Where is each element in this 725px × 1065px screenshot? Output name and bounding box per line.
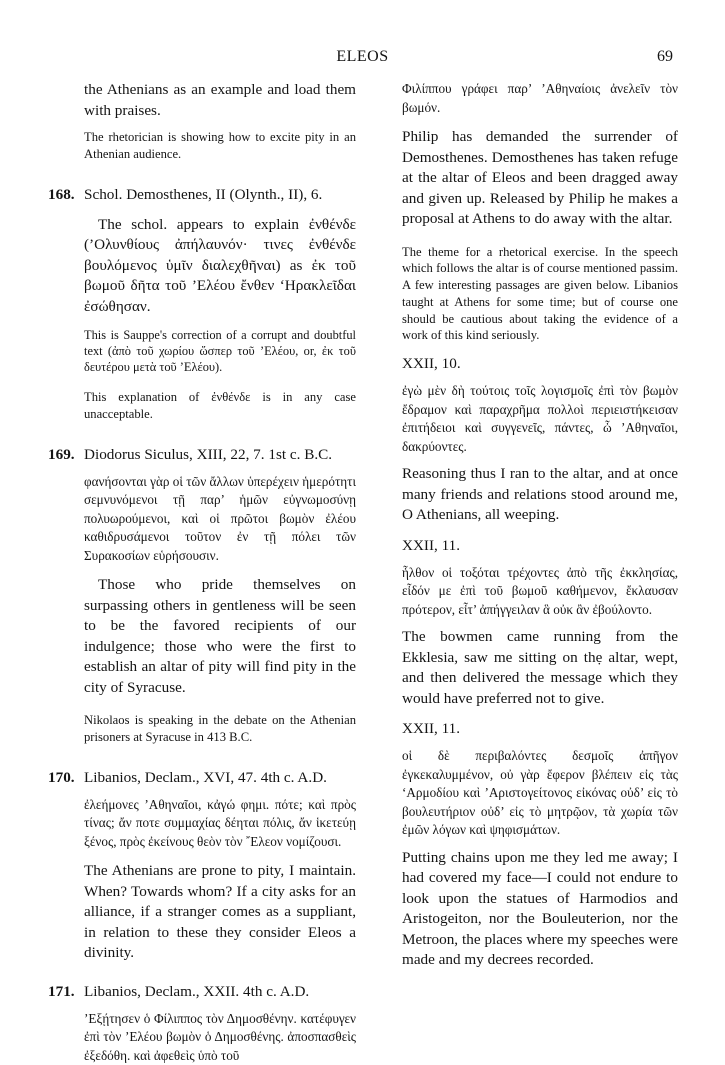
entry-source: Schol. Demosthenes, II (Olynth., II), 6. (84, 185, 323, 203)
entry-170-translation: The Athenians are prone to pity, I maintain. When? Towards whom? If a city asks for an alliance, if a stranger comes as a suppliant, in relation to these they consider Eleos a divinity. (84, 862, 356, 962)
entry-171-greek: ’Εξῄτησεν ὁ Φίλιππος τὸν Δημοσθένην. κατέφυγεν ἐπὶ τὸν ’Ελέου βωμὸν ὁ Δημοσθένης. ἀποσπασθεὶς ἐξεδόθη. καὶ ἀφεθεὶς ὑπὸ τοῦ (84, 1010, 356, 1063)
entry-169-greek: φανήσονται γὰρ οἱ τῶν ἄλλων ὑπερέχειν ἡμερότητι σεμνυνόμενοι τῇ παρ’ ἡμῶν εὐγνωμοσύνῃ πολυωρούμενοι, καὶ οἱ πρῶτοι βωμὸν ἐλέου καθιδρυσάμενοι τοῦτον ἐν τῇ πόλει τῶν Συρακοσίων εὑρήσουσιν. (84, 473, 356, 563)
translation-1: Philip has demanded the surrender of Demosthenes. Demosthenes has taken refuge at the altar of Eleos and been dragged away and given up. Released by Philip he makes a proposal at Athens to do away with the altar. (402, 128, 678, 227)
reference-3: XXII, 11. (402, 720, 461, 738)
entry-source: Diodorus Siculus, XIII, 22, 7. 1st c. B.C. (84, 445, 333, 463)
greek-2: ἦλθον οἱ τοξόται τρέχοντες ἀπὸ τῆς ἐκκλησίας, εἶδόν με ἐπὶ τοῦ βωμοῦ καθήμενον, ἔκλαυσαν πρότερον, εἶτ’ ἀπήγγειλαν ἃ οὐκ ἂν ἐβούλοντο. (402, 564, 678, 617)
entry-169-note: Nikolaos is speaking in the debate on the Athenian prisoners at Syracuse in 413 B.C. (84, 713, 356, 744)
entry-number: 168. (48, 185, 75, 203)
entry-source: Libanios, Declam., XVI, 47. 4th c. A.D. (84, 768, 327, 786)
greek-1: ἐγὼ μὲν δὴ τούτοις τοῖς λογισμοῖς ἐπὶ τὸν βωμὸν ἔδραμον καὶ παραχρῆμα πολλοὶ περιειστήκεισαν ἐπιτήδειοι καὶ συγγενεῖς, πάντες, ὦ ’Αθηναῖοι, δακρύοντες. (402, 383, 678, 454)
intro-note: The rhetorician is showing how to excite pity in an Athenian audience. (84, 130, 356, 161)
entry-168-note: This is Sauppe's correction of a corrupt and doubtful text (ἀπὸ τοῦ χωρίου ὥσπερ τοῦ ’Ελέου, or, ἐκ τοῦ δευτέρου μετὰ τοῦ ’Ελέου). (84, 328, 356, 375)
note-1: The theme for a rhetorical exercise. In the speech which follows the altar is of course mentioned passim. A few interesting passages are given below. Libanios taught at Athens for some time; but of course one should be cautious about taking the evidence of a work of this kind seriously. (402, 244, 678, 343)
entry-170-greek: ἐλεήμονες ’Αθηναῖοι, κἀγώ φημι. πότε; καὶ πρὸς τίνας; ἄν ποτε συμμαχίας δέηται πόλις, ἄν ἱκετεύῃ ξένος, πρὸς ἐκείνους θεὸν τὸν ῎Ελεον νομίζουσι. (84, 796, 356, 849)
running-head (0, 48, 725, 68)
intro-text: the Athenians as an example and load them with praises. (84, 81, 356, 119)
translation-3: The bowmen came running from the Ekklesia, saw me sitting on thẹ altar, wept, and then delivered the message which they would have preferred not to give. (402, 628, 678, 707)
entry-source: Libanios, Declam., XXII. 4th c. A.D. (84, 982, 310, 1000)
reference-2: XXII, 11. (402, 536, 461, 554)
running-title: ELEOS (336, 48, 389, 65)
translation-2: Reasoning thus I ran to the altar, and at once many friends and relations stood around me, O Athenians, all weeping. (402, 465, 678, 524)
entry-number: 171. (48, 982, 75, 1000)
translation-4: Putting chains upon me they led me away; I had covered my face—I could not endure to look upon the statues of Harmodios and Aristogeiton, nor the Bouleuterion, nor the Metroon, the places where my speeches were made and my decrees recorded. (402, 848, 678, 969)
right-column (402, 80, 678, 971)
left-column (48, 80, 356, 1065)
entry-171-heading (48, 982, 356, 1002)
entry-169-translation: Those who pride themselves on surpassing others in gentleness will be seen to be the favored recipients of our indulgence; those who were the first to establish an altar of pity will find pity in the city of Syracuse. (84, 576, 356, 696)
entry-168-heading (48, 185, 356, 205)
greek-continuation: Φιλίππου γράφει παρ’ ’Αθηναίοις ἀνελεῖν τὸν βωμόν. (402, 81, 678, 115)
entry-169-heading (48, 445, 356, 465)
page-number: 69 (657, 48, 673, 65)
entry-168-note-2: This explanation of ἐνθένδε is in any case unacceptable. (84, 390, 356, 421)
entry-number: 170. (48, 768, 75, 786)
entry-number: 169. (48, 445, 75, 463)
entry-168-text: The schol. appears to explain ἐνθένδε (’Ολυνθίους ἀπήλαυνόν· τινες ἐνθένδε βουλόμενος ὑμῖν διαλεχθῆναι) as ἐκ τοῦ βωμοῦ δῆτα τοῦ ’Ελέου ἔνθεν ‘Ηρακλεῖδαι ἐσώθησαν. (84, 215, 356, 315)
greek-3: οἱ δὲ περιβαλόντες δεσμοῖς ἀπῆγον ἐγκεκαλυμμένον, οὐ γὰρ ἔφερον βλέπειν εἰς τὰς ‘Αρμοδίου καὶ ’Αριστογείτονος εἰκόνας οὐδ’ εἰς τὸ βουλευτήριον οὐδ’ εἰς τὸ μητρῷον, τὰ χωρία τῶν ἐμῶν λόγων καὶ ψηφισμάτων. (402, 748, 678, 838)
reference-1: XXII, 10. (402, 355, 461, 373)
entry-170-heading (48, 768, 356, 788)
